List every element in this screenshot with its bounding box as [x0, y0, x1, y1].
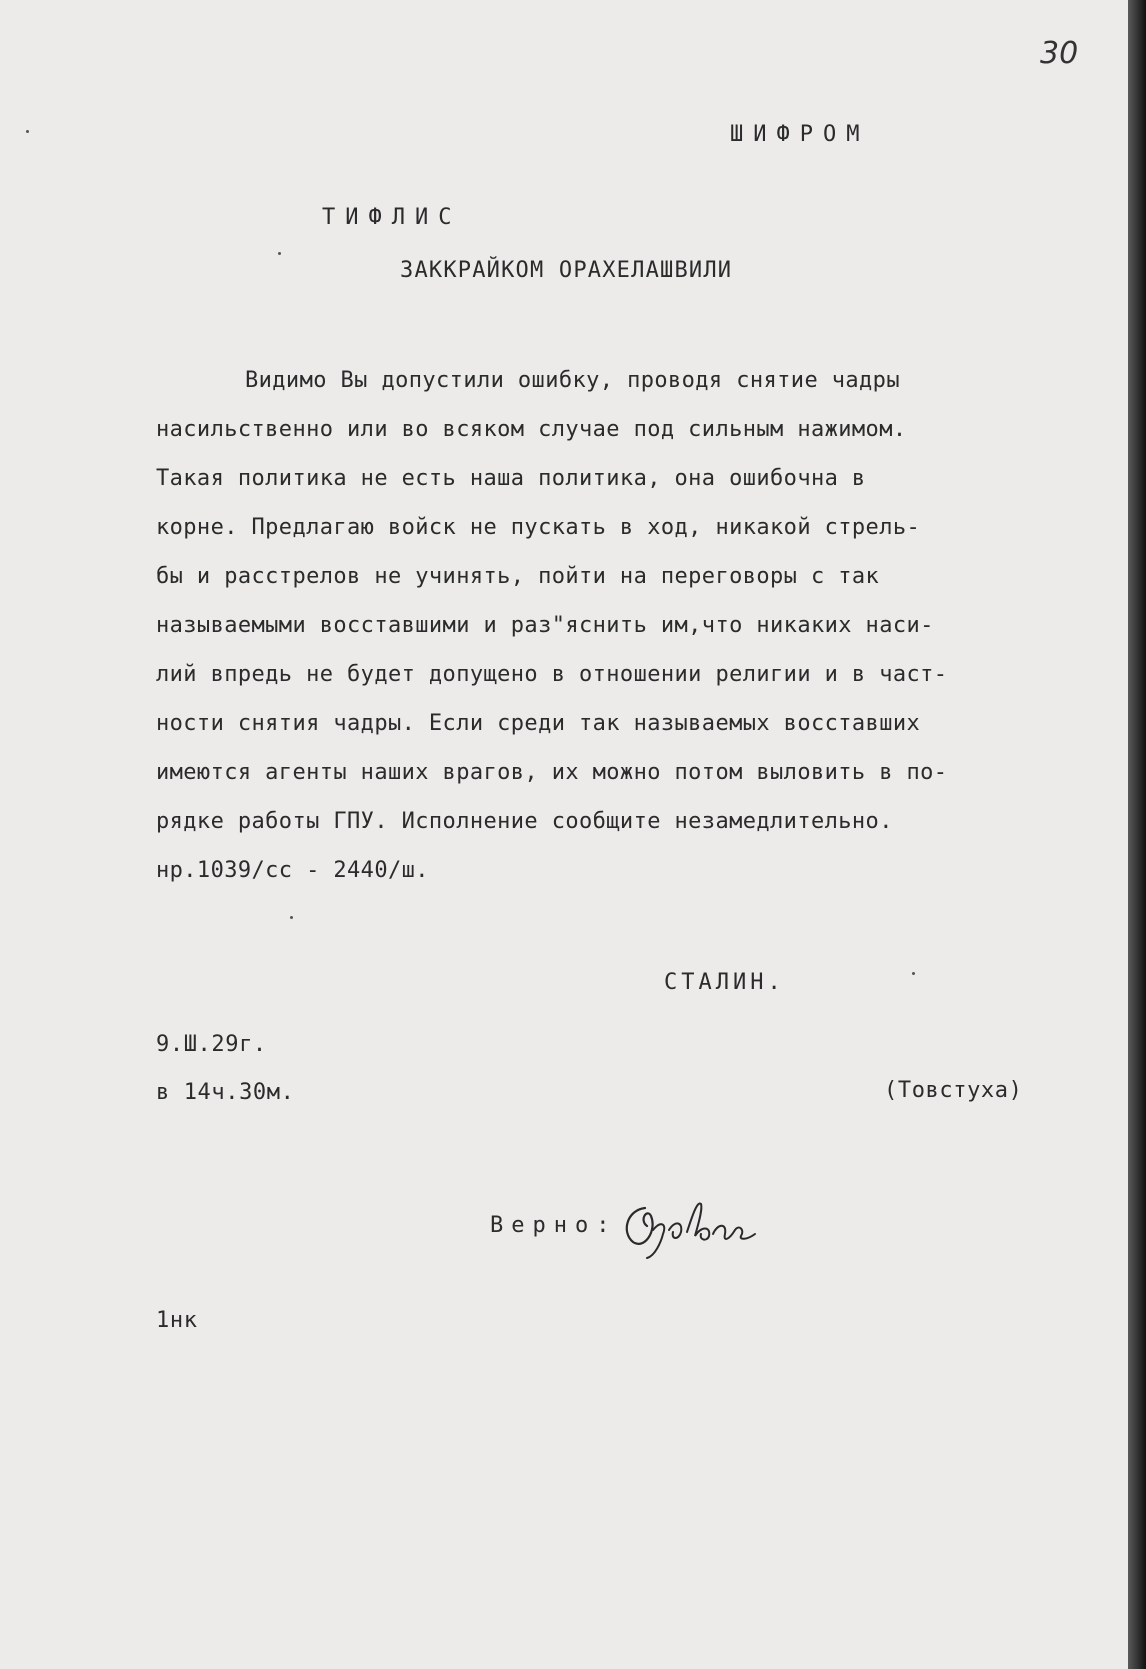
body-line-3: Такая политика не есть наша политика, она ошибочна в — [156, 466, 866, 491]
signature-name: СТАЛИН. — [664, 970, 785, 995]
handwritten-signature — [617, 1190, 767, 1260]
prepared-by: (Товстуха) — [884, 1078, 1023, 1103]
body-line-5: бы и расстрелов не учинять, пойти на переговоры с так — [156, 564, 880, 589]
body-line-9: имеются агенты наших врагов, их можно потом выловить в по- — [156, 760, 948, 785]
certified-label: Верно: — [490, 1212, 618, 1238]
body-line-2: насильственно или во всяком случае под сильным нажимом. — [156, 417, 907, 442]
reference-number: нр.1039/сс - 2440/ш. — [156, 858, 429, 883]
paper-speck — [912, 972, 915, 975]
body-line-7: лий впредь не будет допущено в отношении религии и в част- — [156, 662, 948, 687]
paper-speck — [290, 916, 293, 919]
paper-speck — [278, 252, 281, 255]
header-method: ШИФРОМ — [730, 122, 870, 147]
body-line-6: называемыми восставшими и раз"яснить им,что никаких наси- — [156, 613, 934, 638]
certification — [490, 1190, 767, 1260]
destination-city: ТИФЛИС — [322, 205, 462, 230]
addressee: ЗАККРАЙКОМ ОРАХЕЛАШВИЛИ — [400, 258, 733, 283]
folio-number: 30 — [1040, 36, 1079, 71]
document-date: 9.Ш.29г. — [156, 1032, 267, 1057]
body-line-8: ности снятия чадры. Если среди так называемых восставших — [156, 711, 921, 736]
copy-note: 1нк — [156, 1308, 198, 1333]
body-line-1: Видимо Вы допустили ошибку, проводя снятие чадры — [245, 368, 900, 393]
document-time: в 14ч.30м. — [156, 1080, 295, 1105]
body-line-10: рядке работы ГПУ. Исполнение сообщите незамедлительно. — [156, 809, 893, 834]
page-edge-shadow — [1128, 0, 1146, 1669]
paper-speck — [26, 130, 29, 133]
body-line-4: корне. Предлагаю войск не пускать в ход, никакой стрель- — [156, 515, 921, 540]
